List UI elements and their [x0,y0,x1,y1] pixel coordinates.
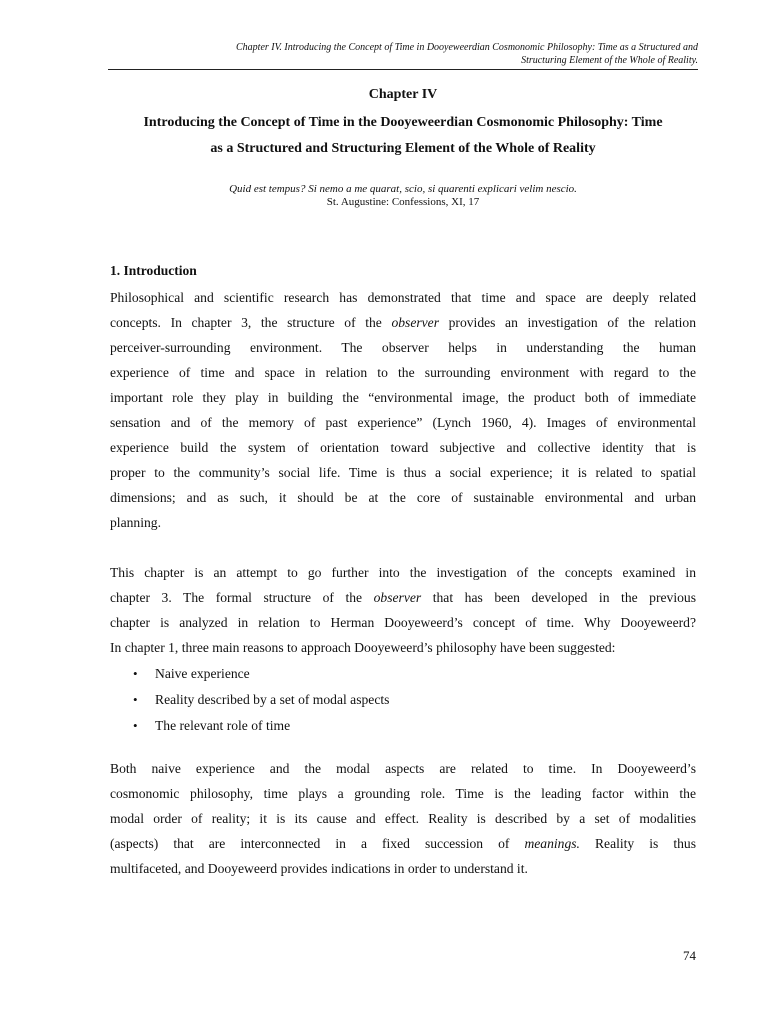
paragraph-3-line: multifaceted, and Dooyeweerd provides indications in order to understand it. [110,861,528,876]
paragraph-1-line [110,310,696,335]
emphasis-text: observer [391,315,440,330]
paragraph-3 [110,756,696,881]
paragraph-3-line [110,831,696,856]
paragraph-3-line: cosmonomic philosophy, time plays a grounding role. Time is the leading factor within the [110,786,696,801]
paragraph-1-line: experience build the system of orientation toward subjective and collective identity that is [110,440,696,455]
list-item-text: Naive experience [155,666,250,681]
epigraph-source: St. Augustine: Confessions, XI, 17 [326,196,480,208]
emphasis-text: meanings. [524,836,580,851]
list-item [110,713,696,739]
paragraph-1-line: dimensions; and as such, it should be at the core of sustainable environmental and urban [110,490,696,505]
bullet-icon: • [133,692,138,707]
text-run: that has been developed in the previous [421,590,696,605]
chapter-title [108,110,698,162]
paragraph-2-line: chapter is analyzed in relation to Herman Dooyeweerd’s concept of time. Why Dooyeweerd? [110,615,696,630]
emphasis-text: observer [373,590,422,605]
paragraph-2-line: This chapter is an attempt to go further into the investigation of the concepts examined in [110,565,696,580]
bullet-icon: • [133,666,138,681]
running-header [108,41,698,67]
paragraph-1-line: Philosophical and scientific research has demonstrated that time and space are deeply related [110,290,696,305]
epigraph-quote: Quid est tempus? Si nemo a me quarat, scio, si quarenti explicari velim nescio. [229,183,577,195]
paragraph-3-line: Both naive experience and the modal aspects are related to time. In Dooyeweerd’s [110,761,696,776]
paragraph-2-line: In chapter 1, three main reasons to approach Dooyeweerd’s philosophy have been suggested: [110,640,616,655]
paragraph-1 [110,285,696,535]
paragraph-1-line: important role they play in building the “environmental image, the product both of immediate [110,390,696,405]
text-run: Reality is thus [579,836,696,851]
paragraph-2-line [110,585,696,610]
bullet-list [110,661,696,739]
section-heading: 1. Introduction [110,263,197,278]
chapter-title-line-2: as a Structured and Structuring Element of the Whole of Reality [210,141,596,156]
text-run: (aspects) that are interconnected in a fixed succession of [110,836,525,851]
text-run: concepts. In chapter 3, the structure of the [110,315,392,330]
paragraph-2 [110,560,696,660]
chapter-title-line-1: Introducing the Concept of Time in the Dooyeweerdian Cosmonomic Philosophy: Time [143,115,663,130]
paragraph-3-line: modal order of reality; it is its cause and effect. Reality is described by a set of modalities [110,811,696,826]
chapter-label: Chapter IV [368,87,438,102]
page-number: 74 [683,948,696,963]
paragraph-1-line: sensation and of the memory of past experience” (Lynch 1960, 4). Images of environmental [110,415,696,430]
list-item-text: The relevant role of time [155,718,291,733]
list-item-text: Reality described by a set of modal aspects [155,692,390,707]
bullet-icon: • [133,718,138,733]
header-divider [108,69,698,70]
text-run: chapter 3. The formal structure of the [110,590,374,605]
list-item [110,687,696,713]
paragraph-1-line: perceiver-surrounding environment. The observer helps in understanding the human [110,340,696,355]
paragraph-1-line: experience of time and space in relation to the surrounding environment with regard to the [110,365,696,380]
paragraph-1-line: planning. [110,515,161,530]
paragraph-1-line: proper to the community’s social life. Time is thus a social experience; it is related to spatial [110,465,696,480]
list-item [110,661,696,687]
running-header-line-1: Chapter IV. Introducing the Concept of Time in Dooyeweerdian Cosmonomic Philosophy: Time as a Structured and [236,42,698,53]
epigraph [108,183,698,209]
text-run: provides an investigation of the relation [439,315,696,330]
running-header-line-2: Structuring Element of the Whole of Reality. [521,55,698,66]
